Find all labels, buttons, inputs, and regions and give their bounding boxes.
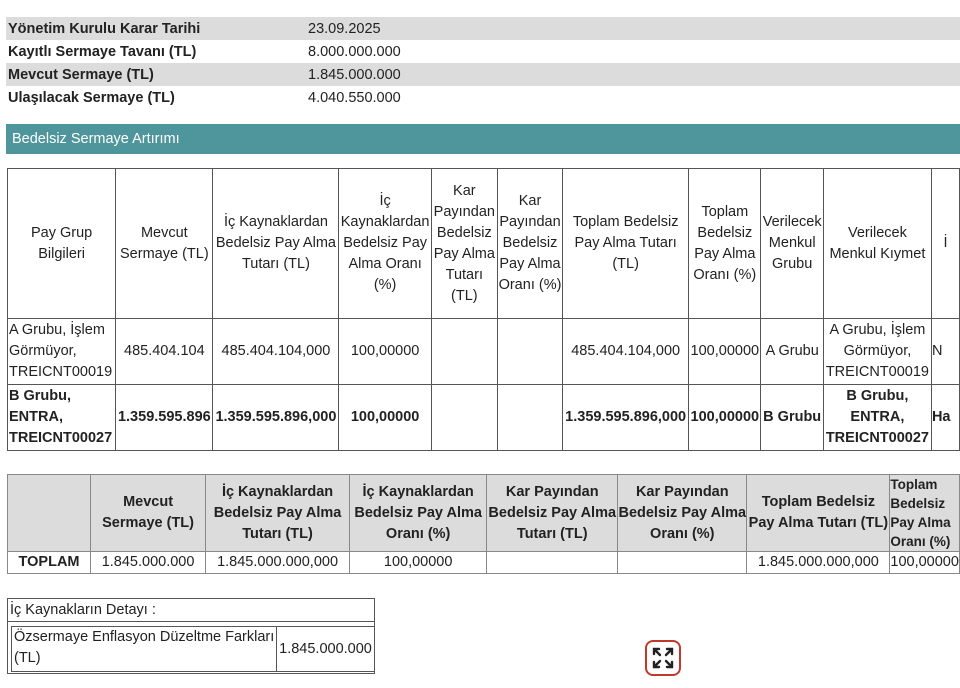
section-title: Bedelsiz Sermaye Artırımı bbox=[6, 124, 960, 154]
column-header: Toplam Bedelsiz Pay Alma Tutarı (TL) bbox=[563, 169, 689, 319]
info-section bbox=[6, 17, 960, 109]
table-cell: 1.359.595.896,000 bbox=[563, 385, 689, 451]
table-row bbox=[8, 385, 960, 451]
table-cell: 100,00000 bbox=[339, 385, 431, 451]
table-cell: 485.404.104 bbox=[116, 319, 213, 385]
table-cell bbox=[487, 552, 618, 574]
info-value: 8.000.000.000 bbox=[308, 43, 401, 60]
table-cell bbox=[497, 319, 562, 385]
table-cell: 1.359.595.896,000 bbox=[213, 385, 339, 451]
info-label: Kayıtlı Sermaye Tavanı (TL) bbox=[8, 43, 197, 60]
table-cell bbox=[497, 385, 562, 451]
column-header: Toplam Bedelsiz Pay Alma Oranı (%) bbox=[890, 475, 960, 552]
info-label: Yönetim Kurulu Karar Tarihi bbox=[8, 20, 201, 37]
column-header: İç Kaynaklardan Bedelsiz Pay Alma Oranı (%) bbox=[350, 475, 487, 552]
table-cell: B Grubu, ENTRA, TREICNT00027 bbox=[8, 385, 116, 451]
table-cell bbox=[618, 552, 747, 574]
detail-name: Özsermaye Enflasyon Düzeltme Farkları (TL) bbox=[11, 626, 277, 672]
column-header: Mevcut Sermaye (TL) bbox=[91, 475, 206, 552]
column-header: Kar Payından Bedelsiz Pay Alma Tutarı (TL) bbox=[431, 169, 497, 319]
expand-button[interactable] bbox=[645, 640, 681, 676]
table-cell bbox=[431, 319, 497, 385]
info-label: Ulaşılacak Sermaye (TL) bbox=[8, 89, 175, 106]
column-header: Verilecek Menkul Kıymet bbox=[823, 169, 931, 319]
info-row-date bbox=[6, 17, 960, 40]
total-row bbox=[8, 552, 960, 574]
column-header: Pay Grup Bilgileri bbox=[8, 169, 116, 319]
table-cell: 485.404.104,000 bbox=[213, 319, 339, 385]
table-cell: N bbox=[931, 319, 959, 385]
column-header: Kar Payından Bedelsiz Pay Alma Tutarı (TL) bbox=[487, 475, 618, 552]
total-table bbox=[7, 474, 960, 574]
table-cell: A Grubu bbox=[761, 319, 823, 385]
table-cell bbox=[431, 385, 497, 451]
table-cell: 100,00000 bbox=[689, 385, 761, 451]
detail-row bbox=[11, 626, 375, 672]
table-cell: 1.845.000.000,000 bbox=[747, 552, 890, 574]
table-cell: 485.404.104,000 bbox=[563, 319, 689, 385]
total-label: TOPLAM bbox=[8, 552, 91, 574]
column-header: Mevcut Sermaye (TL) bbox=[116, 169, 213, 319]
detail-value: 1.845.000.000 bbox=[277, 626, 375, 672]
table-cell: B Grubu, ENTRA, TREICNT00027 bbox=[823, 385, 931, 451]
info-row-current-capital bbox=[6, 63, 960, 86]
column-header: Kar Payından Bedelsiz Pay Alma Oranı (%) bbox=[497, 169, 562, 319]
column-header: İç Kaynaklardan Bedelsiz Pay Alma Tutarı (TL) bbox=[206, 475, 350, 552]
table-cell: Ha bbox=[931, 385, 959, 451]
info-value: 4.040.550.000 bbox=[308, 89, 401, 106]
column-header: Kar Payından Bedelsiz Pay Alma Oranı (%) bbox=[618, 475, 747, 552]
detail-title: İç Kaynakların Detayı : bbox=[8, 599, 374, 622]
info-value: 1.845.000.000 bbox=[308, 66, 401, 83]
expand-arrows-icon bbox=[652, 647, 674, 669]
column-header: İç Kaynaklardan Bedelsiz Pay Alma Tutarı (TL) bbox=[213, 169, 339, 319]
column-header: Toplam Bedelsiz Pay Alma Oranı (%) bbox=[689, 169, 761, 319]
table-cell: 1.845.000.000,000 bbox=[206, 552, 350, 574]
info-value: 23.09.2025 bbox=[308, 20, 381, 37]
info-row-target-capital bbox=[6, 86, 960, 109]
column-header: İ bbox=[931, 169, 959, 319]
share-group-table bbox=[7, 168, 960, 451]
table-cell: 100,00000 bbox=[339, 319, 431, 385]
info-label: Mevcut Sermaye (TL) bbox=[8, 66, 154, 83]
column-header bbox=[8, 475, 91, 552]
table-header-row bbox=[8, 475, 960, 552]
table-cell: 100,00000 bbox=[689, 319, 761, 385]
column-header: İç Kaynaklardan Bedelsiz Pay Alma Oranı (%) bbox=[339, 169, 431, 319]
table-cell: A Grubu, İşlem Görmüyor, TREICNT00019 bbox=[8, 319, 116, 385]
table-cell: A Grubu, İşlem Görmüyor, TREICNT00019 bbox=[823, 319, 931, 385]
table-cell: 100,00000 bbox=[350, 552, 487, 574]
column-header: Verilecek Menkul Grubu bbox=[761, 169, 823, 319]
internal-sources-detail bbox=[7, 598, 375, 674]
column-header: Toplam Bedelsiz Pay Alma Tutarı (TL) bbox=[747, 475, 890, 552]
info-row-cap-ceiling bbox=[6, 40, 960, 63]
table-cell: 1.359.595.896 bbox=[116, 385, 213, 451]
table-row bbox=[8, 319, 960, 385]
table-cell: 100,00000 bbox=[890, 552, 960, 574]
table-cell: B Grubu bbox=[761, 385, 823, 451]
table-cell: 1.845.000.000 bbox=[91, 552, 206, 574]
table-header-row bbox=[8, 169, 960, 319]
